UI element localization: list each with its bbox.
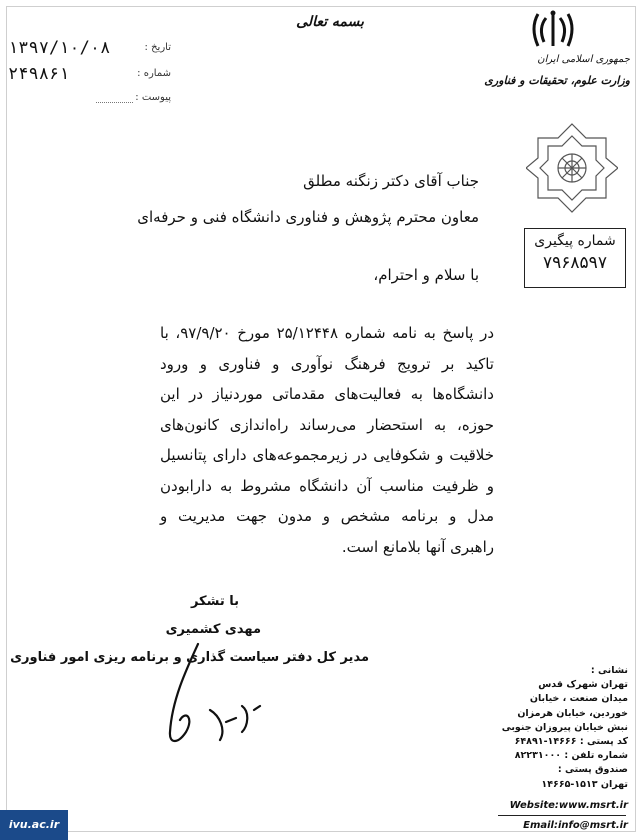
address-line: میدان صنعت ، خیابان xyxy=(529,693,628,705)
address-line: نبش خیابان پیروزان جنوبی xyxy=(501,721,628,733)
website[interactable]: Website:www.msrt.ir xyxy=(509,800,628,811)
signer-name: مهدی کشمیری xyxy=(165,622,261,637)
address-line: تهران شهرک قدس xyxy=(538,679,628,691)
greeting: با سلام و احترام، xyxy=(373,266,479,284)
address-line: شماره تلفن : ۸۲۲۳۱۰۰۰ xyxy=(514,750,628,762)
attachment-dots xyxy=(96,102,133,103)
email[interactable]: Email:info@msrt.ir xyxy=(523,820,628,831)
date-field xyxy=(8,38,173,58)
address-line: خوردین، خیابان هرمزان xyxy=(517,707,628,719)
iran-emblem-icon xyxy=(528,8,578,50)
date-value: ۱۳۹۷/۱۰/۰۸ xyxy=(8,38,111,58)
signature-scribble-icon xyxy=(150,640,280,750)
recipient-line-2: معاون محترم پژوهش و فناوری دانشگاه فنی و حرفه‌ای xyxy=(137,208,479,226)
basmala: بسمه تعالی xyxy=(296,14,364,30)
attachment-field xyxy=(8,88,173,108)
closing: با تشکر xyxy=(190,594,239,609)
watermark-badge: ivu.ac.ir xyxy=(0,810,68,840)
address-line: نشانی : xyxy=(590,665,628,676)
address-block xyxy=(498,664,628,792)
address-line: تهران ۱۵۱۳-۱۴۶۶۵ xyxy=(541,778,628,790)
tracking-box xyxy=(524,228,626,288)
letter-body: در پاسخ به نامه شماره ۲۵/۱۲۴۴۸ مورخ ۹۷/۹/۲۰، با تاکید بر ترویج فرهنگ نوآوری و فناوری و ورود دانشگاه‌ها به فعالیت‌های مقدماتی موردنیاز در این حوزه، به استحضار می‌رساند راه‌اندازی کانون‌های خلاقیت و شکوفایی در زیرمجموعه‌های دارای پتانسیل و ظرفیت مناسب آن دانشگاه مشروط به دارابودن مدل و برنامه مشخص و مدون جهت مدیریت و راهبری آنها بلامانع است. xyxy=(160,324,494,556)
address-line: کد پستی : ۱۴۶۶۶-۶۴۸۹۱ xyxy=(514,736,628,748)
number-field xyxy=(8,64,173,84)
address-line: صندوق پستی : xyxy=(557,764,628,776)
tracking-label: شماره پیگیری xyxy=(534,233,616,249)
date-label: تاریخ : xyxy=(144,42,171,53)
gov-line-1: جمهوری اسلامی ایران xyxy=(537,54,630,65)
gov-line-2: وزارت علوم، تحقیقات و فناوری xyxy=(484,74,630,87)
ornament-icon xyxy=(526,120,618,216)
attachment-label: پیوست : xyxy=(135,92,171,103)
signer-title: مدیر کل دفتر سیاست گذاری و برنامه ریزی امور فناوری xyxy=(10,650,369,665)
recipient-line-1: جناب آقای دکتر زنگنه مطلق xyxy=(303,172,479,190)
tracking-number: ۷۹۶۸۵۹۷ xyxy=(543,253,607,273)
divider xyxy=(498,815,626,816)
number-value: ۲۴۹۸۶۱ xyxy=(8,64,70,84)
number-label: شماره : xyxy=(137,68,171,79)
